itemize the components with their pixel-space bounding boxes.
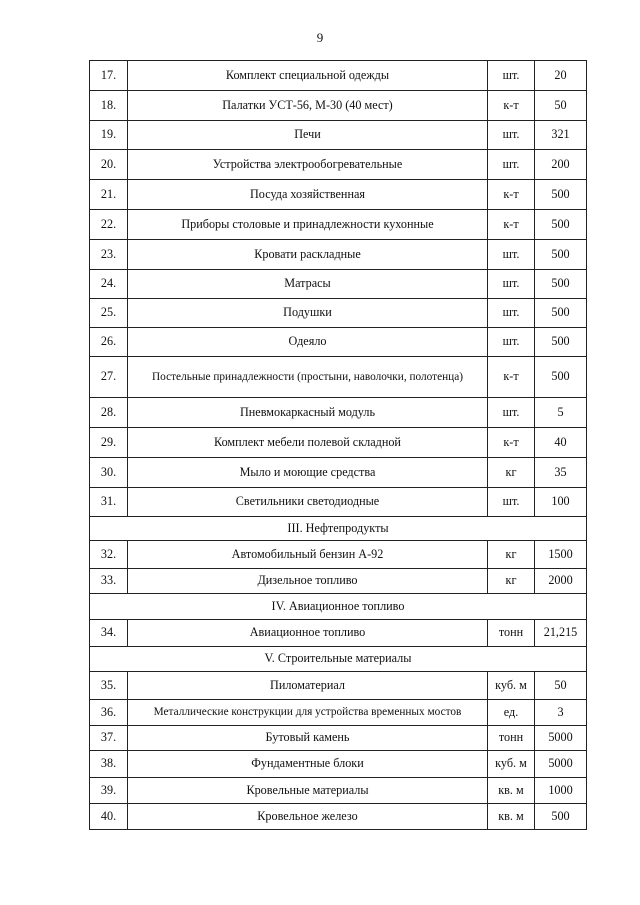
row-number-cell: 18. [90,91,128,121]
unit-cell: шт. [488,150,535,180]
unit-cell: к-т [488,91,535,121]
quantity-cell: 1000 [535,778,587,804]
row-number-cell: 37. [90,726,128,751]
item-name-cell: Постельные принадлежности (простыни, наволочки, полотенца) [128,357,488,398]
unit-cell: шт. [488,299,535,328]
unit-cell: шт. [488,121,535,150]
unit-cell: шт. [488,270,535,299]
row-number-cell: 20. [90,150,128,180]
quantity-cell: 21,215 [535,620,587,647]
unit-cell: кв. м [488,778,535,804]
row-number-cell: 38. [90,751,128,778]
table-row [90,778,587,804]
table-row [90,357,587,398]
quantity-cell: 5000 [535,751,587,778]
item-name-cell: Комплект специальной одежды [128,61,488,91]
table-row [90,428,587,458]
table-row [90,91,587,121]
unit-cell: тонн [488,726,535,751]
unit-cell: шт. [488,61,535,91]
row-number-cell: 17. [90,61,128,91]
item-name-cell: Светильники светодиодные [128,488,488,517]
unit-cell: к-т [488,428,535,458]
quantity-cell: 100 [535,488,587,517]
quantity-cell: 500 [535,240,587,270]
unit-cell: куб. м [488,751,535,778]
quantity-cell: 50 [535,91,587,121]
row-number-cell: 28. [90,398,128,428]
table-row [90,804,587,830]
table-row [90,751,587,778]
item-name-cell: Металлические конструкции для устройства временных мостов [128,700,488,726]
item-name-cell: Матрасы [128,270,488,299]
table-row [90,210,587,240]
table-row [90,398,587,428]
item-name-cell: Кровельное железо [128,804,488,830]
table-row [90,569,587,594]
quantity-cell: 500 [535,270,587,299]
row-number-cell: 29. [90,428,128,458]
unit-cell: кг [488,569,535,594]
unit-cell: кг [488,541,535,569]
item-name-cell: Мыло и моющие средства [128,458,488,488]
table-row [90,726,587,751]
item-name-cell: Фундаментные блоки [128,751,488,778]
unit-cell: шт. [488,488,535,517]
unit-cell: к-т [488,180,535,210]
row-number-cell: 33. [90,569,128,594]
quantity-cell: 5 [535,398,587,428]
quantity-cell: 321 [535,121,587,150]
supplies-table [89,60,587,830]
quantity-cell: 35 [535,458,587,488]
table-row [90,488,587,517]
quantity-cell: 500 [535,299,587,328]
row-number-cell: 24. [90,270,128,299]
row-number-cell: 22. [90,210,128,240]
table-row [90,240,587,270]
quantity-cell: 500 [535,357,587,398]
unit-cell: куб. м [488,672,535,700]
item-name-cell: Дизельное топливо [128,569,488,594]
table-row [90,620,587,647]
row-number-cell: 32. [90,541,128,569]
item-name-cell: Приборы столовые и принадлежности кухонные [128,210,488,240]
table-row [90,328,587,357]
page-number: 9 [316,30,324,45]
row-number-cell: 35. [90,672,128,700]
item-name-cell: Палатки УСТ-56, М-30 (40 мест) [128,91,488,121]
table-row [90,299,587,328]
table-row [90,270,587,299]
quantity-cell: 3 [535,700,587,726]
item-name-cell: Устройства электрообогревательные [128,150,488,180]
unit-cell: к-т [488,210,535,240]
item-name-cell: Печи [128,121,488,150]
unit-cell: кг [488,458,535,488]
row-number-cell: 31. [90,488,128,517]
section-heading-row [90,594,587,620]
quantity-cell: 200 [535,150,587,180]
row-number-cell: 25. [90,299,128,328]
table-row [90,61,587,91]
row-number-cell: 19. [90,121,128,150]
unit-cell: шт. [488,240,535,270]
row-number-cell: 39. [90,778,128,804]
item-name-cell: Кровельные материалы [128,778,488,804]
table-row [90,672,587,700]
item-name-cell: Подушки [128,299,488,328]
unit-cell: ед. [488,700,535,726]
item-name-cell: Авиационное топливо [128,620,488,647]
quantity-cell: 40 [535,428,587,458]
item-name-cell: Одеяло [128,328,488,357]
item-name-cell: Автомобильный бензин А-92 [128,541,488,569]
section-title: IV. Авиационное топливо [90,594,587,620]
quantity-cell: 2000 [535,569,587,594]
unit-cell: шт. [488,398,535,428]
unit-cell: тонн [488,620,535,647]
unit-cell: кв. м [488,804,535,830]
row-number-cell: 40. [90,804,128,830]
section-title: V. Строительные материалы [90,647,587,672]
quantity-cell: 5000 [535,726,587,751]
table-row [90,700,587,726]
section-heading-row [90,647,587,672]
quantity-cell: 500 [535,180,587,210]
quantity-cell: 50 [535,672,587,700]
row-number-cell: 23. [90,240,128,270]
row-number-cell: 36. [90,700,128,726]
item-name-cell: Комплект мебели полевой складной [128,428,488,458]
row-number-cell: 26. [90,328,128,357]
quantity-cell: 1500 [535,541,587,569]
item-name-cell: Посуда хозяйственная [128,180,488,210]
row-number-cell: 27. [90,357,128,398]
table-row [90,121,587,150]
row-number-cell: 34. [90,620,128,647]
item-name-cell: Пиломатериал [128,672,488,700]
section-heading-row [90,517,587,541]
table-row [90,541,587,569]
item-name-cell: Бутовый камень [128,726,488,751]
item-name-cell: Пневмокаркасный модуль [128,398,488,428]
quantity-cell: 500 [535,210,587,240]
table-row [90,150,587,180]
item-name-cell: Кровати раскладные [128,240,488,270]
quantity-cell: 500 [535,804,587,830]
table-row [90,458,587,488]
row-number-cell: 21. [90,180,128,210]
unit-cell: к-т [488,357,535,398]
unit-cell: шт. [488,328,535,357]
quantity-cell: 20 [535,61,587,91]
table-row [90,180,587,210]
quantity-cell: 500 [535,328,587,357]
row-number-cell: 30. [90,458,128,488]
section-title: III. Нефтепродукты [90,517,587,541]
